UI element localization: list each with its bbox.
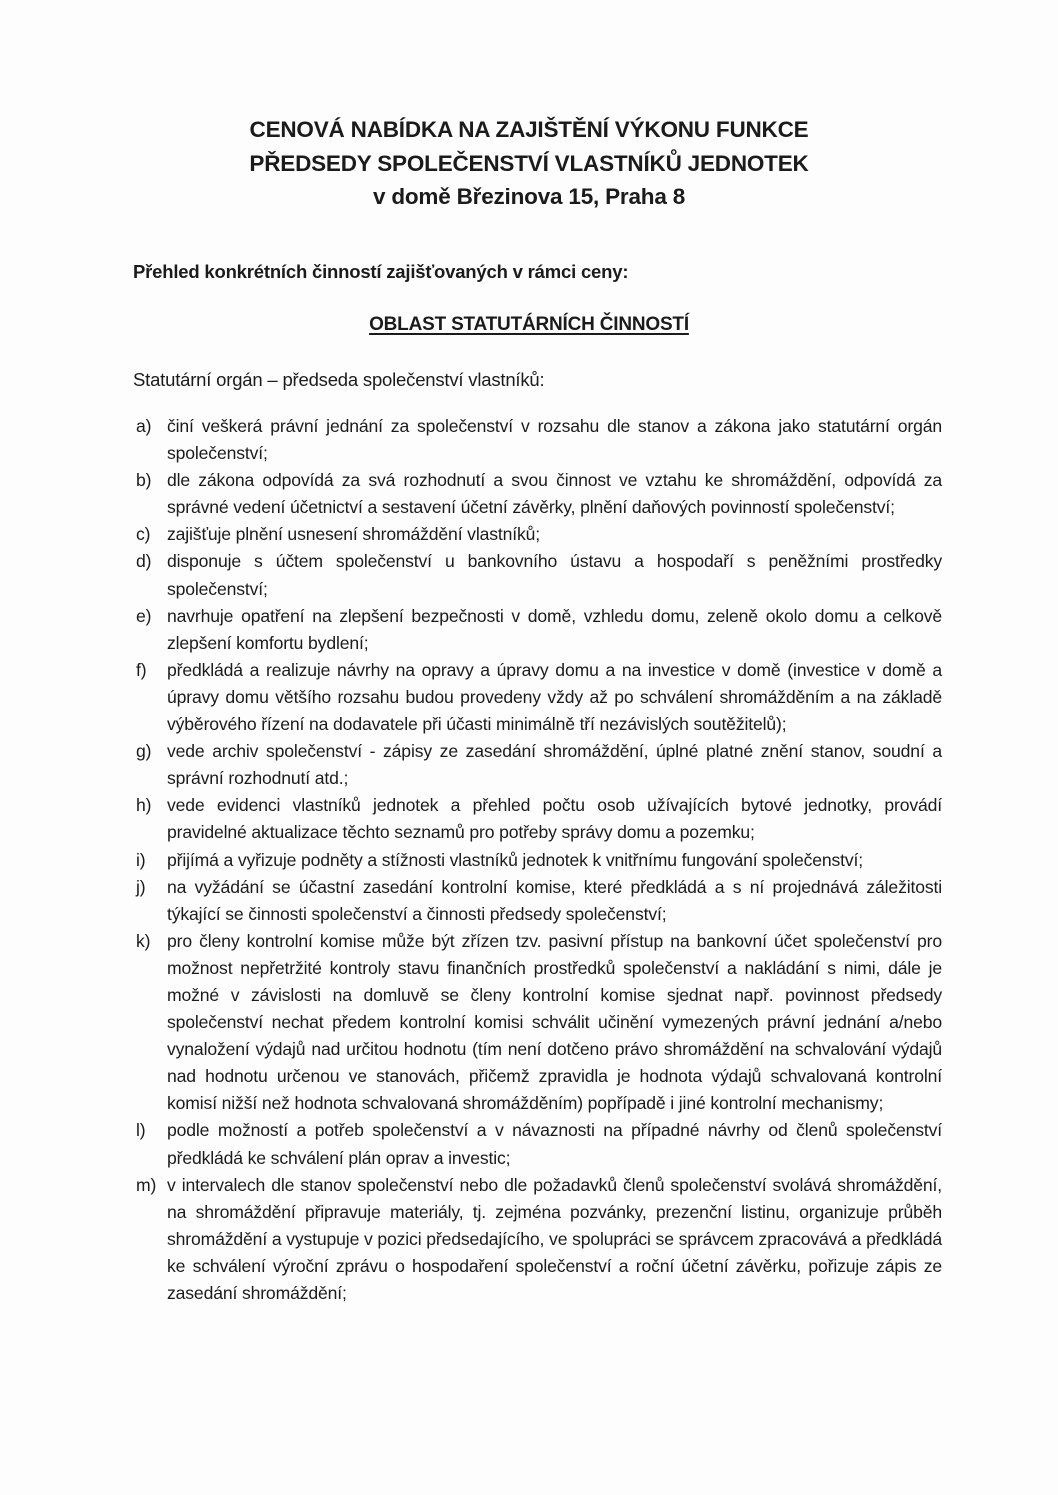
list-item-marker: k) — [136, 930, 151, 951]
list-item-text: zajišťuje plnění usnesení shromáždění vlastníků; — [167, 524, 540, 545]
list-item — [136, 738, 942, 792]
list-item-marker: d) — [136, 551, 152, 572]
list-item-marker: l) — [136, 1120, 146, 1141]
list-item — [136, 1117, 942, 1171]
list-item-marker: c) — [136, 524, 151, 545]
list-item-marker: h) — [136, 795, 152, 816]
document-title — [0, 113, 1058, 214]
list-item — [136, 847, 942, 874]
list-item-marker: e) — [136, 605, 152, 626]
section-heading: OBLAST STATUTÁRNÍCH ČINNOSTÍ — [369, 314, 689, 335]
list-item-marker: m) — [136, 1174, 157, 1195]
list-item-marker: j) — [136, 876, 146, 897]
document-title-line-2: PŘEDSEDY SPOLEČENSTVÍ VLASTNÍKŮ JEDNOTEK — [249, 150, 809, 176]
list-item-text: činí veškerá právní jednání za společenství v rozsahu dle stanov a zákona jako statutární orgán společenství; — [167, 416, 942, 464]
document-title-line-1: CENOVÁ NABÍDKA NA ZAJIŠTĚNÍ VÝKONU FUNKCE — [249, 117, 809, 142]
list-item-marker: b) — [136, 470, 152, 491]
list-item-marker: a) — [136, 416, 152, 436]
list-item-text: vede evidenci vlastníků jednotek a přehled počtu osob užívajících bytové jednotky, provádí pravidelné aktualizace těchto seznamů pro potřeby správy domu a pozemku; — [167, 795, 942, 843]
overview-label: Přehled konkrétních činností zajišťovaných v rámci ceny: — [133, 261, 629, 282]
list-item — [136, 657, 942, 738]
list-item-marker: i) — [136, 849, 146, 870]
subsection-label: Statutární orgán – předseda společenství vlastníků: — [133, 369, 545, 390]
list-item-text: na vyžádání se účastní zasedání kontrolní komise, které předkládá a s ní projednává záležitosti týkající se činnosti společenství a činnosti předsedy společenství; — [167, 876, 942, 924]
list-item — [136, 1172, 942, 1307]
list-item — [136, 521, 942, 548]
list-item — [136, 413, 942, 467]
list-item-text: v intervalech dle stanov společenství nebo dle požadavků členů společenství svolává shromáždění, na shromáždění připravuje materiály, tj. zejména pozvánky, prezenční listinu, organizuje průběh shromáždění a vystupuje v pozici předsedajícího, ve spolupráci se správcem zpracovává a předkládá ke schválení výroční zprávu o hospodaření společenství a roční účetní závěrku, pořizuje zápis ze zasedání shromáždění; — [167, 1174, 942, 1303]
list-item — [136, 603, 942, 657]
list-item-marker: g) — [136, 741, 152, 762]
list-item — [136, 792, 942, 846]
list-item-text: přijímá a vyřizuje podněty a stížnosti vlastníků jednotek k vnitřnímu fungování společenství; — [167, 849, 864, 870]
activity-list — [136, 413, 942, 1307]
list-item — [136, 928, 942, 1118]
list-item-text: podle možností a potřeb společenství a v návaznosti na případné návrhy od členů společenství předkládá ke schválení plán oprav a investic; — [167, 1120, 942, 1168]
list-item — [136, 874, 942, 928]
list-item — [136, 548, 942, 602]
list-item — [136, 467, 942, 521]
list-item-text: navrhuje opatření na zlepšení bezpečnosti v domě, vzhledu domu, zeleně okolo domu a celkově zlepšení komfortu bydlení; — [167, 605, 942, 653]
list-item-text: pro členy kontrolní komise může být zřízen tzv. pasivní přístup na bankovní účet společenství pro možnost nepřetržité kontroly stavu finančních prostředků společenství a nakládání s nimi, dále je možné v závislosti na domluvě se členy kontrolní komise sjednat např. povinnost předsedy společenství nechat předem kontrolní komisi schválit učinění vymezených právní jednání a/nebo vynaložení výdajů nad určitou hodnotu (tím není dotčeno právo shromáždění na schvalování výdajů nad hodnotu určenou ve stanovách, přičemž zpravidla je hodnota výdajů schvalovaná kontrolní komisí nižší než hodnota schvalovaná shromážděním) popřípadě i jiné kontrolní mechanismy; — [167, 930, 942, 1114]
list-item-text: předkládá a realizuje návrhy na opravy a úpravy domu a na investice v domě (investice v domě a úpravy domu většího rozsahu budou provedeny vždy až po schválení shromážděním a na základě výběrového řízení na dodavatele při účasti minimálně tří nezávislých soutěžitelů); — [167, 659, 942, 735]
document-title-line-3: v domě Březinova 15, Praha 8 — [372, 184, 686, 209]
list-item-text: vede archiv společenství - zápisy ze zasedání shromáždění, úplné platné znění stanov, soudní a správní rozhodnutí atd.; — [167, 741, 942, 789]
list-item-marker: f) — [136, 659, 147, 680]
list-item-text: disponuje s účtem společenství u bankovního ústavu a hospodaří s peněžními prostředky společenství; — [167, 551, 942, 599]
list-item-text: dle zákona odpovídá za svá rozhodnutí a svou činnost ve vztahu ke shromáždění, odpovídá za správné vedení účetnictví a sestavení účetní závěrky, plnění daňových povinností společenství; — [167, 470, 942, 518]
